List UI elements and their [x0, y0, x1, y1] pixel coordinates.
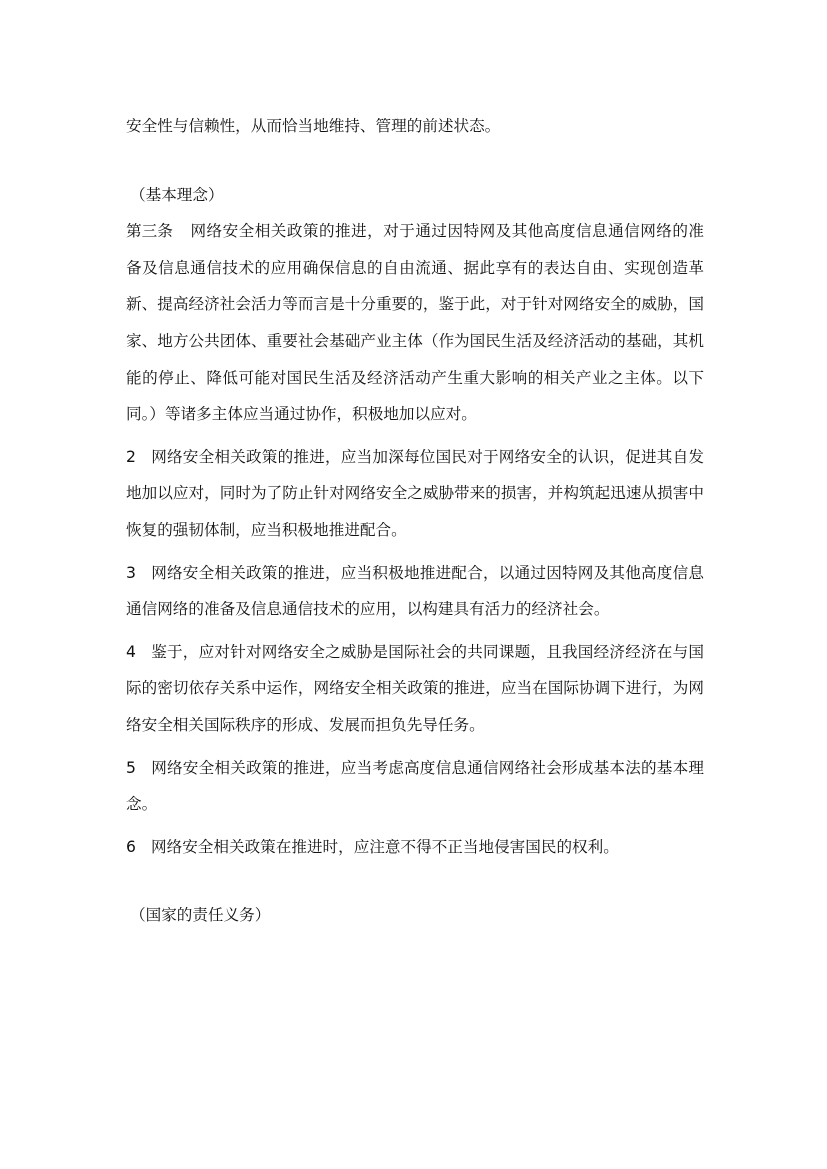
paragraph-6-number: 6	[126, 837, 136, 856]
document-body	[126, 108, 704, 934]
article-3	[126, 213, 704, 433]
paragraph-4-number: 4	[126, 642, 136, 661]
paragraph-6	[126, 829, 704, 866]
article-3-text: 网络安全相关政策的推进，对于通过因特网及其他高度信息通信网络的准备及信息通信技术的应用确保信息的自由流通、据此享有的表达自由、实现创造革新、提高经济社会活力等而言是十分重要的，鉴于此，对于针对网络安全的威胁，国家、地方公共团体、重要社会基础产业主体（作为国民生活及经济活动的基础，其机能的停止、降低可能对国民生活及经济活动产生重大影响的相关产业之主体。以下同。）等诸多主体应当通过协作，积极地加以应对。	[126, 222, 704, 424]
paragraph-5	[126, 750, 704, 823]
paragraph-3-number: 3	[126, 563, 136, 582]
paragraph-3-text: 网络安全相关政策的推进，应当积极地推进配合，以通过因特网及其他高度信息通信网络的准备及信息通信技术的应用，以构建具有活力的经济社会。	[126, 563, 704, 619]
heading-basic-principles: （基本理念）	[130, 185, 224, 204]
paragraph-2-text: 网络安全相关政策的推进，应当加深每位国民对于网络安全的认识，促进其自发地加以应对，同时为了防止针对网络安全之威胁带来的损害，并构筑起迅速从损害中恢复的强韧体制，应当积极地推进配合。	[126, 447, 704, 539]
paragraph-3	[126, 555, 704, 628]
paragraph-2	[126, 439, 704, 549]
intro-line: 安全性与信赖性，从而恰当地维持、管理的前述状态。	[126, 117, 501, 135]
paragraph-2-number: 2	[126, 447, 136, 466]
paragraph-5-number: 5	[126, 758, 136, 777]
heading-state-duty: （国家的责任义务）	[130, 906, 271, 925]
article-3-label: 第三条	[126, 222, 173, 241]
paragraph-5-text: 网络安全相关政策的推进，应当考虑高度信息通信网络社会形成基本法的基本理念。	[126, 758, 704, 814]
paragraph-4	[126, 634, 704, 744]
paragraph-6-text: 网络安全相关政策在推进时，应注意不得不正当地侵害国民的权利。	[151, 837, 619, 856]
paragraph-4-text: 鉴于，应对针对网络安全之威胁是国际社会的共同课题，且我国经济经济在与国际的密切依存关系中运作，网络安全相关政策的推进，应当在国际协调下进行，为网络安全相关国际秩序的形成、发展而担负先导任务。	[126, 642, 704, 734]
